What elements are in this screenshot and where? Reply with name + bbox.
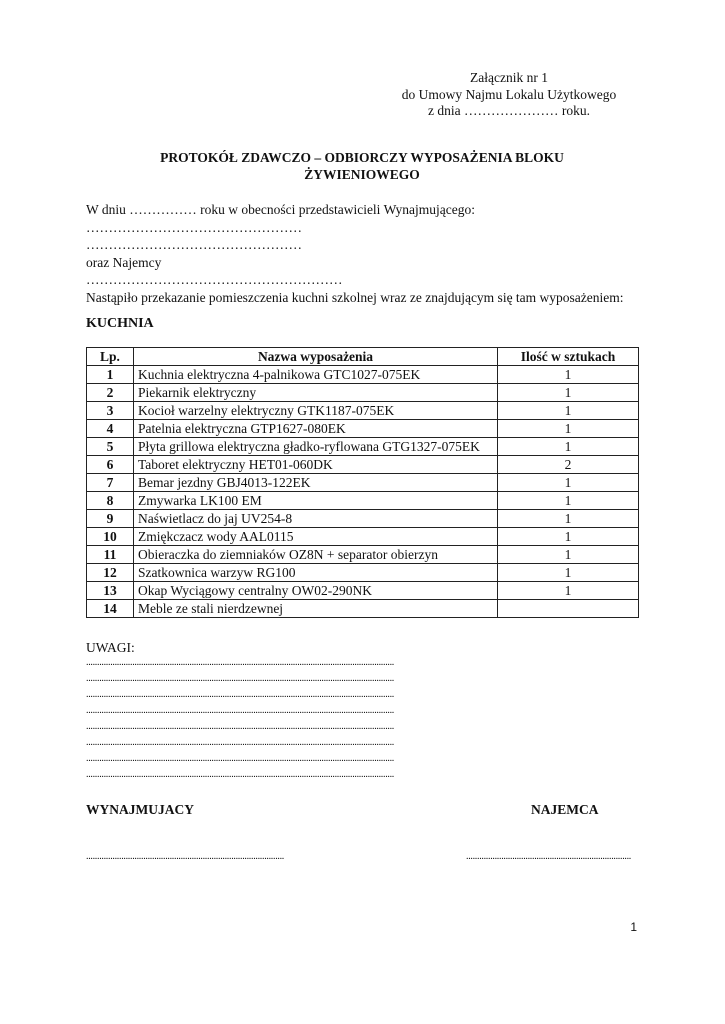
row-qty xyxy=(498,600,639,618)
remarks-label: UWAGI: xyxy=(86,640,135,655)
row-qty: 1 xyxy=(498,366,639,384)
attachment-contract: do Umowy Najmu Lokalu Użytkowego xyxy=(401,86,617,102)
tenant-label: oraz Najemcy xyxy=(86,254,162,270)
table-row xyxy=(87,510,639,528)
row-name: Zmywarka LK100 EM xyxy=(134,492,498,510)
header-name: Nazwa wyposażenia xyxy=(134,348,498,366)
row-name: Bemar jezdny GBJ4013-122EK xyxy=(134,474,498,492)
row-lp: 1 xyxy=(87,366,134,384)
row-qty: 1 xyxy=(498,384,639,402)
row-name: Meble ze stali nierdzewnej xyxy=(134,600,498,618)
remarks-line: ............................................................................................................................................ xyxy=(86,770,395,780)
title-line-1: PROTOKÓŁ ZDAWCZO – ODBIORCZY WYPOSAŻENIA BLOKU xyxy=(160,150,564,165)
table-row xyxy=(87,402,639,420)
row-lp: 10 xyxy=(87,528,134,546)
equipment-table xyxy=(86,347,639,618)
row-name: Obieraczka do ziemniaków OZ8N + separator obierzyn xyxy=(134,546,498,564)
row-lp: 13 xyxy=(87,582,134,600)
row-lp: 5 xyxy=(87,438,134,456)
row-name: Piekarnik elektryczny xyxy=(134,384,498,402)
row-qty: 1 xyxy=(498,564,639,582)
handover-statement: Nastąpiło przekazanie pomieszczenia kuchni szkolnej wraz ze znajdującym się tam wyposażeniem: xyxy=(86,289,624,305)
row-lp: 9 xyxy=(87,510,134,528)
landlord-signature-line: .......................................................................................... xyxy=(86,851,285,862)
tenant-signature-line: ........................................................................... xyxy=(466,851,632,862)
row-qty: 1 xyxy=(498,402,639,420)
row-lp: 11 xyxy=(87,546,134,564)
row-name: Zmiękczacz wody AAL0115 xyxy=(134,528,498,546)
intro-date-line: W dniu …………… roku w obecności przedstawicieli Wynajmującego: xyxy=(86,202,475,217)
table-row xyxy=(87,438,639,456)
row-qty: 1 xyxy=(498,582,639,600)
remarks-line: ............................................................................................................................................ xyxy=(86,674,395,684)
remarks-line: ............................................................................................................................................ xyxy=(86,658,395,668)
row-name: Kocioł warzelny elektryczny GTK1187-075EK xyxy=(134,402,498,420)
remarks-line: ............................................................................................................................................ xyxy=(86,738,395,748)
row-qty: 2 xyxy=(498,456,639,474)
table-row xyxy=(87,384,639,402)
table-row xyxy=(87,474,639,492)
attachment-date: z dnia ………………… roku. xyxy=(428,103,590,118)
table-row xyxy=(87,582,639,600)
header-lp: Lp. xyxy=(87,348,134,366)
row-qty: 1 xyxy=(498,420,639,438)
header-qty: Ilość w sztukach xyxy=(498,348,639,366)
intro-block xyxy=(86,201,666,306)
attachment-header xyxy=(389,70,629,120)
row-lp: 3 xyxy=(87,402,134,420)
row-lp: 2 xyxy=(87,384,134,402)
row-name: Płyta grillowa elektryczna gładko-ryflowana GTG1327-075EK xyxy=(134,438,498,456)
row-qty: 1 xyxy=(498,510,639,528)
table-row xyxy=(87,564,639,582)
table-row xyxy=(87,600,639,618)
remarks-line: ............................................................................................................................................ xyxy=(86,754,395,764)
row-lp: 12 xyxy=(87,564,134,582)
row-lp: 14 xyxy=(87,600,134,618)
table-row xyxy=(87,528,639,546)
row-qty: 1 xyxy=(498,438,639,456)
document-title xyxy=(86,150,638,183)
row-qty: 1 xyxy=(498,474,639,492)
page-number: 1 xyxy=(630,920,637,934)
row-name: Naświetlacz do jaj UV254-8 xyxy=(134,510,498,528)
row-qty: 1 xyxy=(498,492,639,510)
remarks-line: ............................................................................................................................................ xyxy=(86,690,395,700)
attachment-number: Załącznik nr 1 xyxy=(470,70,548,85)
table-row xyxy=(87,492,639,510)
row-lp: 8 xyxy=(87,492,134,510)
table-header-row xyxy=(87,348,639,366)
title-line-2: ŻYWIENIOWEGO xyxy=(304,166,420,182)
table-row xyxy=(87,456,639,474)
table-row xyxy=(87,366,639,384)
remarks-line: ............................................................................................................................................ xyxy=(86,706,395,716)
row-qty: 1 xyxy=(498,528,639,546)
section-title: KUCHNIA xyxy=(86,316,154,331)
row-lp: 4 xyxy=(87,420,134,438)
row-lp: 6 xyxy=(87,456,134,474)
table-row xyxy=(87,546,639,564)
tenant-signature-label: NAJEMCA xyxy=(531,802,599,817)
row-name: Szatkownica warzyw RG100 xyxy=(134,564,498,582)
table-row xyxy=(87,420,639,438)
row-name: Kuchnia elektryczna 4-palnikowa GTC1027-075EK xyxy=(134,366,498,384)
landlord-signature-label: WYNAJMUJACY xyxy=(86,802,194,817)
row-qty: 1 xyxy=(498,546,639,564)
row-name: Patelnia elektryczna GTP1627-080EK xyxy=(134,420,498,438)
row-name: Okap Wyciągowy centralny OW02-290NK xyxy=(134,582,498,600)
landlord-rep-line-2: ………………………………………… xyxy=(86,237,302,252)
remarks-line: ............................................................................................................................................ xyxy=(86,722,395,732)
row-name: Taboret elektryczny HET01-060DK xyxy=(134,456,498,474)
row-lp: 7 xyxy=(87,474,134,492)
tenant-line: ………………………………………………… xyxy=(86,272,343,287)
landlord-rep-line-1: ………………………………………… xyxy=(86,219,302,235)
